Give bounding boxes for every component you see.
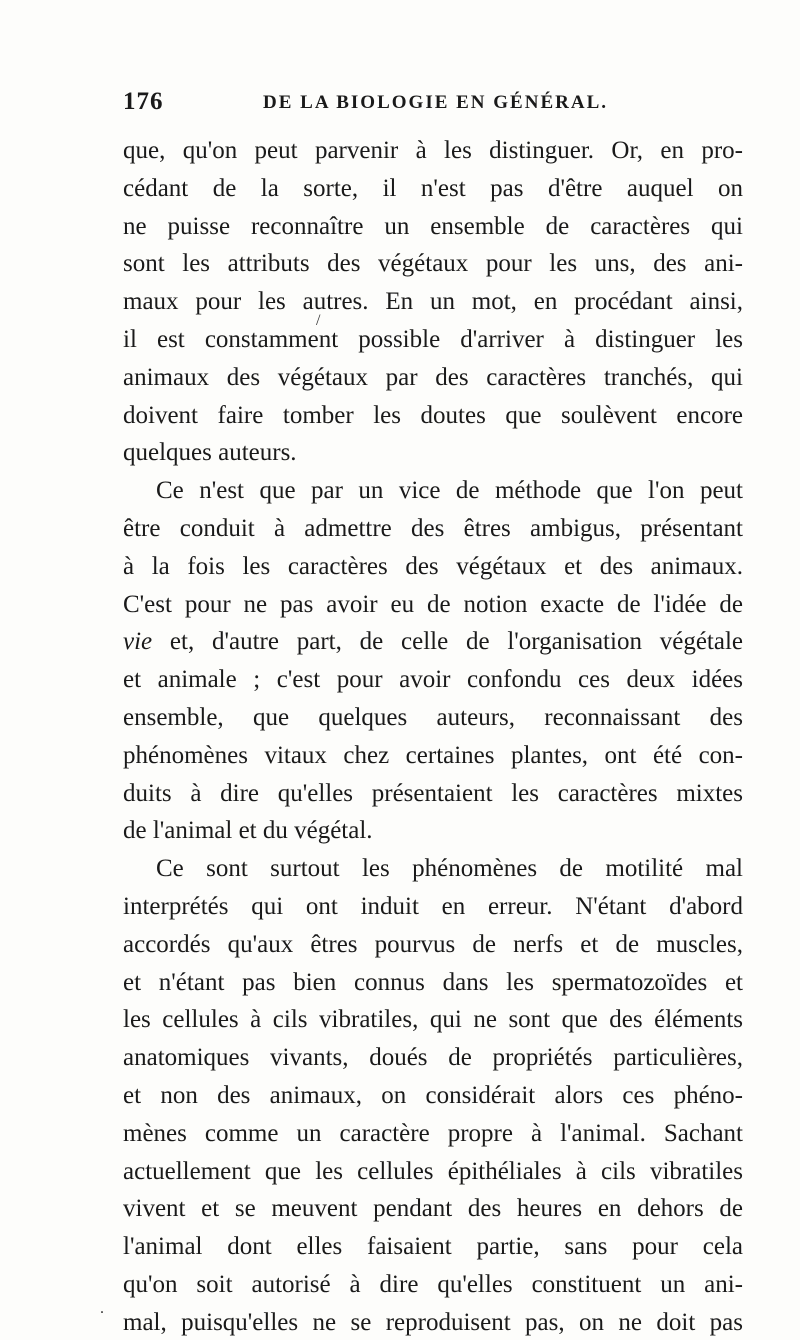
- body-text: [123, 132, 743, 1342]
- text-line: interprétés qui ont induit en erreur. N'étant d'abord: [123, 892, 743, 920]
- text-line: quelques auteurs.: [123, 439, 297, 467]
- text-line: il est constamment possible d'arriver à distinguer les: [123, 325, 743, 353]
- text-line-with-italic: [123, 623, 743, 661]
- running-title: DE LA BIOLOGIE EN GÉNÉRAL.: [263, 92, 608, 113]
- text-line: et non des animaux, on considérait alors ces phéno-: [123, 1081, 743, 1109]
- text-line: animaux des végétaux par des caractères tranchés, qui: [123, 363, 743, 391]
- text-line: Ce n'est que par un vice de méthode que l'on peut: [156, 477, 743, 505]
- text-line: mal, puisqu'elles ne se reproduisent pas, on ne doit pas: [123, 1308, 743, 1336]
- text-line: duits à dire qu'elles présentaient les caractères mixtes: [123, 779, 743, 807]
- text-line: les cellules à cils vibratiles, qui ne sont que des éléments: [123, 1006, 743, 1034]
- text-line: être conduit à admettre des êtres ambigus, présentant: [123, 514, 743, 542]
- text-line: Ce sont surtout les phénomènes de motilité mal: [156, 855, 743, 883]
- print-mark: /: [316, 312, 321, 329]
- text-line: C'est pour ne pas avoir eu de notion exacte de l'idée de: [123, 590, 743, 618]
- text-line: et n'étant pas bien connus dans les spermatozoïdes et: [123, 968, 743, 996]
- text-line: l'animal dont elles faisaient partie, sans pour cela: [123, 1233, 743, 1261]
- text-line: actuellement que les cellules épithéliales à cils vibratiles: [123, 1157, 743, 1185]
- text-line: mènes comme un caractère propre à l'animal. Sachant: [123, 1119, 743, 1147]
- text-line: vivent et se meuvent pendant des heures en dehors de: [123, 1195, 743, 1223]
- text-line: de l'animal et du végétal.: [123, 817, 373, 845]
- text-line: doivent faire tomber les doutes que soulèvent encore: [123, 401, 743, 429]
- running-head: [123, 88, 723, 120]
- text-line: anatomiques vivants, doués de propriétés particulières,: [123, 1044, 743, 1072]
- text-line: sont les attributs des végétaux pour les uns, des ani-: [123, 250, 743, 278]
- text-line-rest: et, d'autre part, de celle de l'organisation végétale: [169, 628, 743, 656]
- text-line: maux pour les autres. En un mot, en procédant ainsi,: [123, 288, 743, 316]
- text-line: à la fois les caractères des végétaux et des animaux.: [123, 552, 743, 580]
- text-line: accordés qu'aux êtres pourvus de nerfs et de muscles,: [123, 930, 743, 958]
- text-line: que, qu'on peut parvenir à les distinguer. Or, en pro-: [123, 137, 743, 164]
- text-line: ne puisse reconnaître un ensemble de caractères qui: [123, 212, 743, 240]
- text-line: ensemble, que quelques auteurs, reconnaissant des: [123, 703, 743, 731]
- text-line: phénomènes vitaux chez certaines plantes, ont été con-: [123, 741, 743, 769]
- print-mark: .: [100, 1300, 104, 1317]
- italic-word: vie: [123, 628, 153, 656]
- text-line: qu'on soit autorisé à dire qu'elles constituent un ani-: [123, 1270, 743, 1298]
- text-line: cédant de la sorte, il n'est pas d'être auquel on: [123, 174, 743, 202]
- text-line: et animale ; c'est pour avoir confondu ces deux idées: [123, 666, 743, 694]
- page-number: 176: [123, 88, 164, 115]
